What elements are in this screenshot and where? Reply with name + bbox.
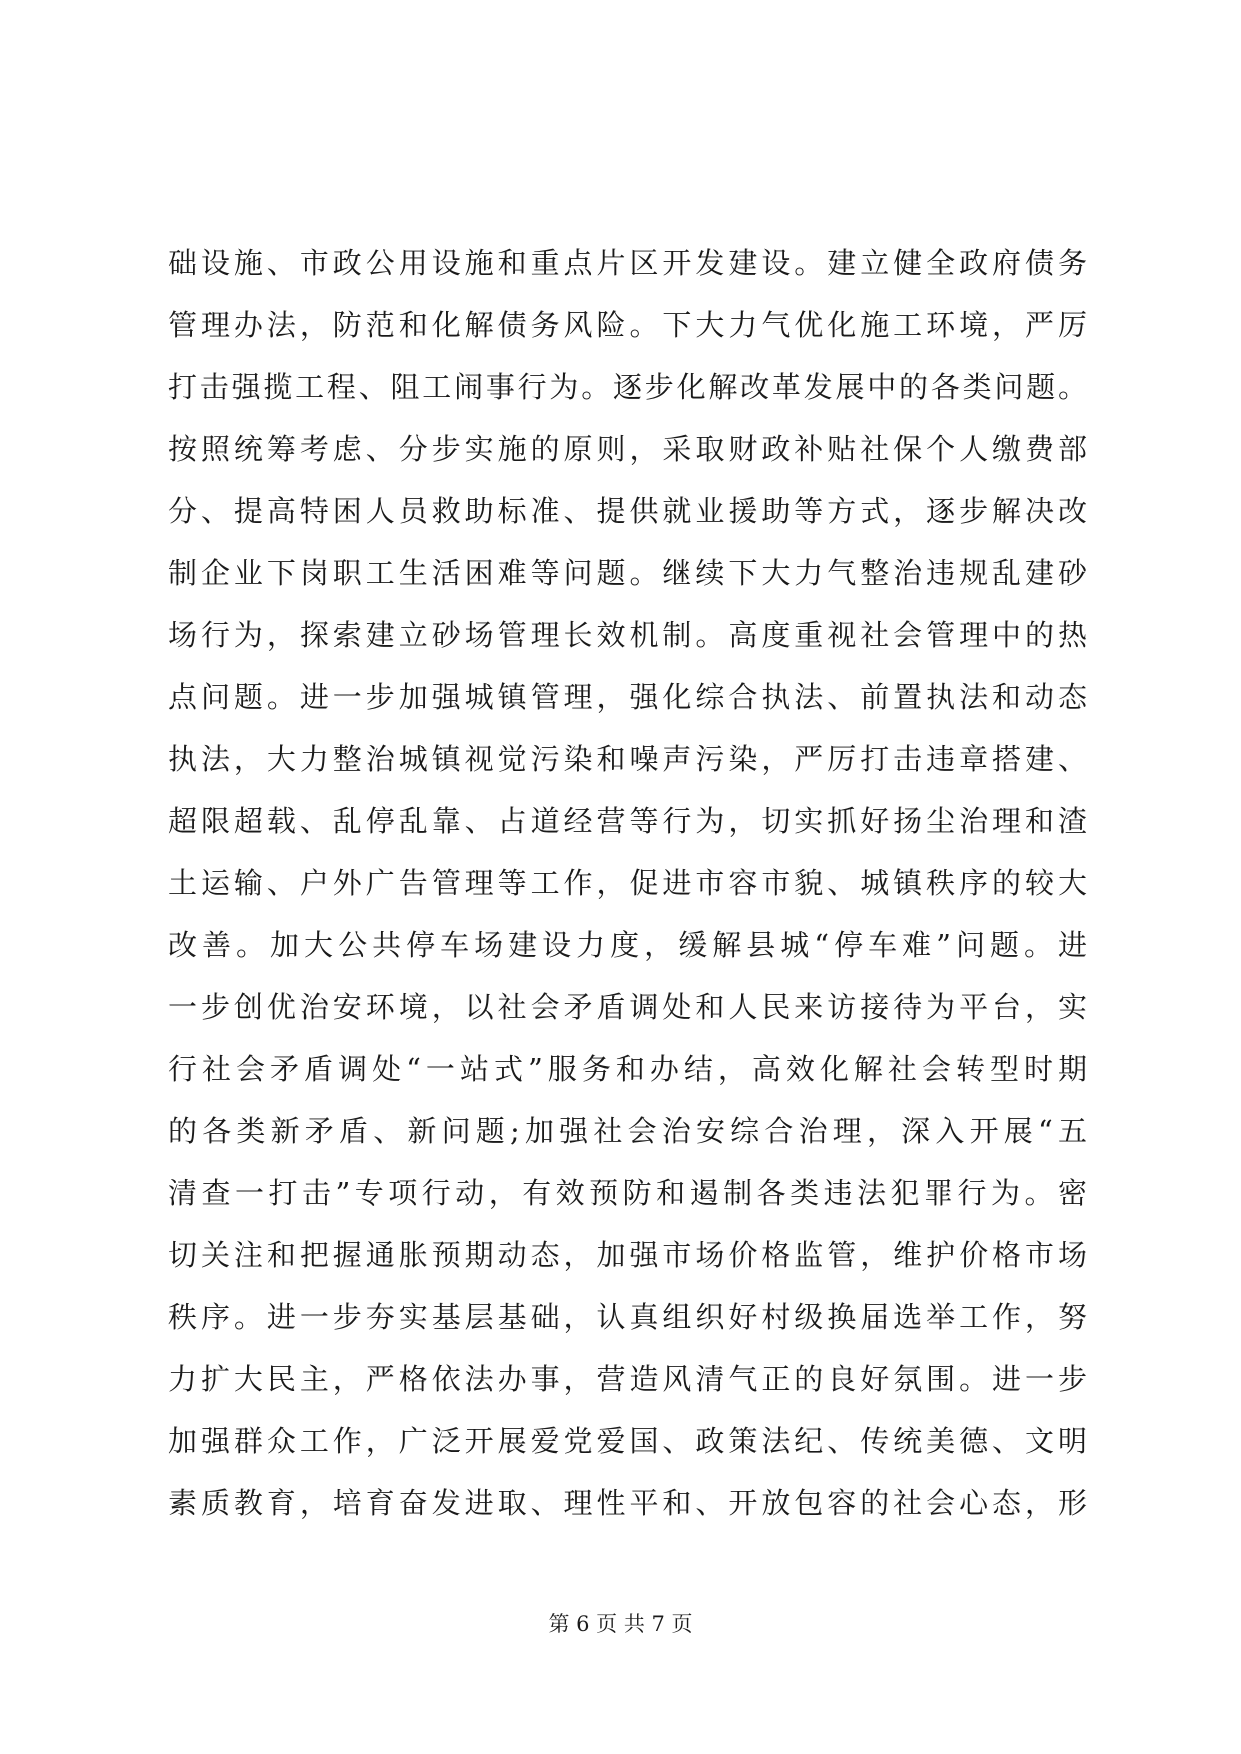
text-line: 管理办法，防范和化解债务风险。下大力气优化施工环境，严厉 (168, 308, 1088, 342)
text-line: 础设施、市政公用设施和重点片区开发建设。建立健全政府债务 (168, 246, 1088, 280)
text-line: 打击强揽工程、阻工闹事行为。逐步化解改革发展中的各类问题。 (168, 370, 1088, 404)
text-line: 加强群众工作，广泛开展爱党爱国、政策法纪、传统美德、文明 (168, 1424, 1088, 1458)
text-line: 素质教育，培育奋发进取、理性平和、开放包容的社会心态，形 (168, 1486, 1088, 1520)
text-line: 改善。加大公共停车场建设力度，缓解县城“停车难”问题。进 (168, 928, 1088, 962)
text-line: 秩序。进一步夯实基层基础，认真组织好村级换届选举工作，努 (168, 1300, 1088, 1334)
text-line: 分、提高特困人员救助标准、提供就业援助等方式，逐步解决改 (168, 494, 1088, 528)
text-line: 一步创优治安环境，以社会矛盾调处和人民来访接待为平台，实 (168, 990, 1088, 1024)
text-line: 按照统筹考虑、分步实施的原则，采取财政补贴社保个人缴费部 (168, 432, 1088, 466)
text-line: 超限超载、乱停乱靠、占道经营等行为，切实抓好扬尘治理和渣 (168, 804, 1088, 838)
text-line: 制企业下岗职工生活困难等问题。继续下大力气整治违规乱建砂 (168, 556, 1088, 590)
page-footer: 第 6 页 共 7 页 (548, 1612, 693, 1636)
text-line: 土运输、户外广告管理等工作，促进市容市貌、城镇秩序的较大 (168, 866, 1088, 900)
text-line: 场行为，探索建立砂场管理长效机制。高度重视社会管理中的热 (168, 618, 1088, 652)
text-line: 的各类新矛盾、新问题;加强社会治安综合治理，深入开展“五 (168, 1114, 1088, 1148)
text-line: 力扩大民主，严格依法办事，营造风清气正的良好氛围。进一步 (168, 1362, 1088, 1396)
text-line: 清查一打击”专项行动，有效预防和遏制各类违法犯罪行为。密 (168, 1176, 1088, 1210)
text-line: 切关注和把握通胀预期动态，加强市场价格监管，维护价格市场 (168, 1238, 1088, 1272)
text-line: 执法，大力整治城镇视觉污染和噪声污染，严厉打击违章搭建、 (168, 742, 1088, 776)
body-text (168, 232, 1088, 1534)
text-line: 点问题。进一步加强城镇管理，强化综合执法、前置执法和动态 (168, 680, 1088, 714)
text-line: 行社会矛盾调处“一站式”服务和办结，高效化解社会转型时期 (168, 1052, 1088, 1086)
